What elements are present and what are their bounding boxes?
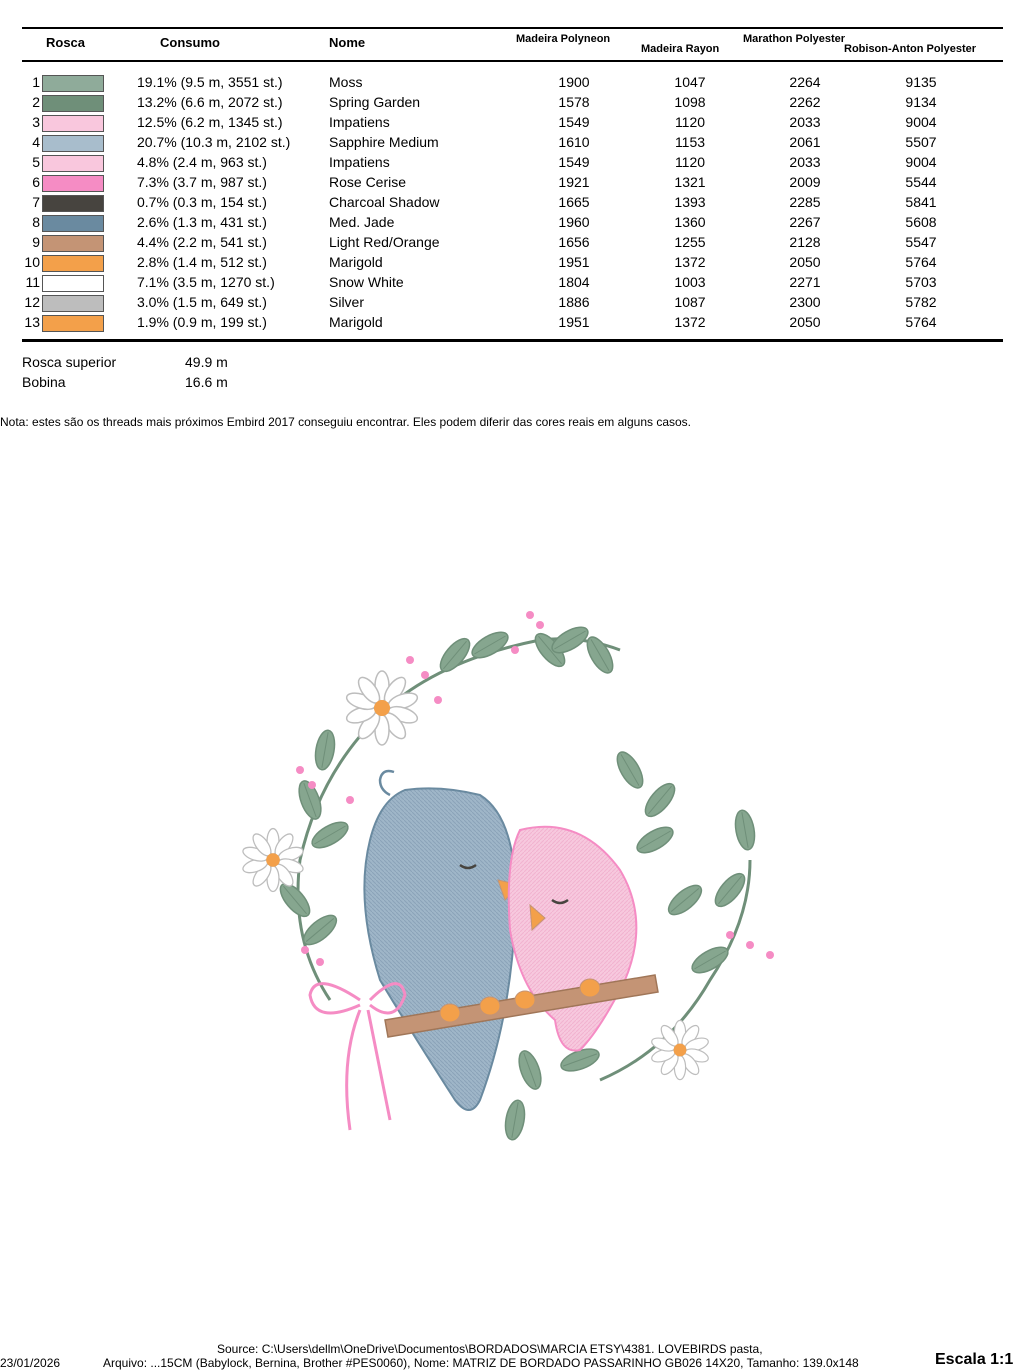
rosca-number: 2 xyxy=(32,94,40,110)
robison-cell: 9135 xyxy=(905,74,937,90)
table-row xyxy=(0,292,1024,312)
madeira-rayon-cell: 1372 xyxy=(674,254,706,270)
consumo-cell: 2.6% (1.3 m, 431 st.) xyxy=(137,214,267,230)
madeira-rayon-cell: 1003 xyxy=(674,274,706,290)
total-top-label: Rosca superior xyxy=(22,354,117,370)
header-consumo: Consumo xyxy=(160,35,220,50)
marathon-cell: 2271 xyxy=(789,274,821,290)
robison-cell: 5703 xyxy=(905,274,937,290)
marathon-cell: 2285 xyxy=(789,194,821,210)
table-row xyxy=(0,152,1024,172)
header-marathon: Marathon Polyester xyxy=(743,33,846,45)
consumo-cell: 7.1% (3.5 m, 1270 st.) xyxy=(137,274,275,290)
header-nome: Nome xyxy=(329,35,366,50)
thread-name-cell: Snow White xyxy=(329,274,404,290)
madeira-rayon-cell: 1120 xyxy=(674,114,706,130)
pink-bird xyxy=(509,827,637,1051)
consumo-cell: 20.7% (10.3 m, 2102 st.) xyxy=(137,134,291,150)
robison-cell: 5547 xyxy=(905,234,937,250)
color-swatch xyxy=(42,215,104,232)
rosca-number: 10 xyxy=(24,254,40,270)
madeira-polyneon-cell: 1886 xyxy=(558,294,590,310)
marathon-cell: 2267 xyxy=(789,214,821,230)
marathon-cell: 2061 xyxy=(789,134,821,150)
color-swatch xyxy=(42,275,104,292)
thread-name-cell: Marigold xyxy=(329,314,383,330)
rosca-number: 8 xyxy=(32,214,40,230)
color-swatch xyxy=(42,255,104,272)
rosca-number: 5 xyxy=(32,154,40,170)
marathon-cell: 2262 xyxy=(789,94,821,110)
marathon-cell: 2264 xyxy=(789,74,821,90)
table-row xyxy=(0,252,1024,272)
header-madeira-rayon: Madeira Rayon xyxy=(641,43,720,55)
header-rosca: Rosca xyxy=(46,35,86,50)
madeira-rayon-cell: 1047 xyxy=(674,74,706,90)
daisy-top xyxy=(345,671,420,745)
rosca-number: 7 xyxy=(32,194,40,210)
thread-name-cell: Light Red/Orange xyxy=(329,234,440,250)
thread-name-cell: Med. Jade xyxy=(329,214,395,230)
table-row xyxy=(0,192,1024,212)
madeira-polyneon-cell: 1656 xyxy=(558,234,590,250)
madeira-polyneon-cell: 1804 xyxy=(558,274,590,290)
madeira-polyneon-cell: 1951 xyxy=(558,314,590,330)
thread-note: Nota: estes são os threads mais próximos Embird 2017 conseguiu encontrar. Eles podem diferir das cores reais em alguns casos. xyxy=(0,415,692,429)
madeira-polyneon-cell: 1665 xyxy=(558,194,590,210)
consumo-cell: 19.1% (9.5 m, 3551 st.) xyxy=(137,74,283,90)
table-row xyxy=(0,92,1024,112)
robison-cell: 9004 xyxy=(905,154,937,170)
rosca-number: 11 xyxy=(25,274,40,290)
madeira-rayon-cell: 1120 xyxy=(674,154,706,170)
madeira-polyneon-cell: 1610 xyxy=(558,134,590,150)
thread-name-cell: Moss xyxy=(329,74,363,90)
thread-name-cell: Rose Cerise xyxy=(329,174,407,190)
marathon-cell: 2128 xyxy=(789,234,821,250)
blue-bird xyxy=(364,771,520,1110)
consumo-cell: 3.0% (1.5 m, 649 st.) xyxy=(137,294,267,310)
total-bobbin-label: Bobina xyxy=(22,374,66,390)
madeira-polyneon-cell: 1951 xyxy=(558,254,590,270)
table-bottom-rule xyxy=(22,339,1003,342)
thread-name-cell: Impatiens xyxy=(329,154,390,170)
table-row xyxy=(0,72,1024,92)
consumo-cell: 12.5% (6.2 m, 1345 st.) xyxy=(137,114,283,130)
header-madeira-polyneon: Madeira Polyneon xyxy=(516,33,611,45)
thread-name-cell: Marigold xyxy=(329,254,383,270)
robison-cell: 5507 xyxy=(905,134,937,150)
robison-cell: 5764 xyxy=(905,314,937,330)
rosca-number: 13 xyxy=(24,314,40,330)
consumo-cell: 7.3% (3.7 m, 987 st.) xyxy=(137,174,267,190)
robison-cell: 5544 xyxy=(905,174,937,190)
daisy-right xyxy=(650,1020,710,1079)
madeira-polyneon-cell: 1549 xyxy=(558,154,590,170)
madeira-polyneon-cell: 1960 xyxy=(558,214,590,230)
total-top-value: 49.9 m xyxy=(185,354,228,370)
marathon-cell: 2050 xyxy=(789,254,821,270)
marathon-cell: 2050 xyxy=(789,314,821,330)
consumo-cell: 1.9% (0.9 m, 199 st.) xyxy=(137,314,267,330)
thread-name-cell: Sapphire Medium xyxy=(329,134,439,150)
header-robison: Robison-Anton Polyester xyxy=(844,43,977,55)
marathon-cell: 2033 xyxy=(789,154,821,170)
color-swatch xyxy=(42,315,104,332)
table-row xyxy=(0,272,1024,292)
table-row xyxy=(0,232,1024,252)
rosca-number: 1 xyxy=(32,74,40,90)
consumo-cell: 0.7% (0.3 m, 154 st.) xyxy=(137,194,267,210)
daisy-left xyxy=(241,829,304,892)
madeira-rayon-cell: 1321 xyxy=(674,174,706,190)
consumo-cell: 4.4% (2.2 m, 541 st.) xyxy=(137,234,267,250)
robison-cell: 5782 xyxy=(905,294,937,310)
robison-cell: 5608 xyxy=(905,214,937,230)
thread-name-cell: Silver xyxy=(329,294,365,310)
ribbon-bow xyxy=(310,984,405,1130)
table-row xyxy=(0,132,1024,152)
madeira-polyneon-cell: 1900 xyxy=(558,74,590,90)
madeira-rayon-cell: 1153 xyxy=(674,134,706,150)
table-row xyxy=(0,312,1024,332)
embroidery-preview xyxy=(240,600,800,1180)
table-header-rule xyxy=(22,60,1003,62)
footer-date: 23/01/2026 xyxy=(0,1356,61,1370)
color-swatch xyxy=(42,295,104,312)
thread-name-cell: Charcoal Shadow xyxy=(329,194,440,210)
thread-name-cell: Spring Garden xyxy=(329,94,421,110)
rosca-number: 6 xyxy=(32,174,40,190)
table-row xyxy=(0,212,1024,232)
robison-cell: 9004 xyxy=(905,114,937,130)
madeira-rayon-cell: 1372 xyxy=(674,314,706,330)
consumo-cell: 13.2% (6.6 m, 2072 st.) xyxy=(137,94,283,110)
madeira-rayon-cell: 1098 xyxy=(674,94,706,110)
table-row xyxy=(0,112,1024,132)
footer-scale: Escala 1:1 xyxy=(935,1351,1014,1368)
robison-cell: 5841 xyxy=(905,194,937,210)
marathon-cell: 2033 xyxy=(789,114,821,130)
color-swatch xyxy=(42,175,104,192)
total-bobbin-value: 16.6 m xyxy=(185,374,228,390)
color-swatch xyxy=(42,155,104,172)
marathon-cell: 2300 xyxy=(789,294,821,310)
madeira-polyneon-cell: 1549 xyxy=(558,114,590,130)
robison-cell: 5764 xyxy=(905,254,937,270)
madeira-rayon-cell: 1360 xyxy=(674,214,706,230)
consumo-cell: 4.8% (2.4 m, 963 st.) xyxy=(137,154,267,170)
marathon-cell: 2009 xyxy=(789,174,821,190)
color-swatch xyxy=(42,95,104,112)
table-top-rule xyxy=(22,27,1003,29)
madeira-rayon-cell: 1087 xyxy=(674,294,706,310)
rosca-number: 12 xyxy=(24,294,40,310)
footer-source: Source: C:\Users\dellm\OneDrive\Documentos\BORDADOS\MARCIA ETSY\4381. LOVEBIRDS pasta, xyxy=(217,1342,763,1356)
madeira-rayon-cell: 1255 xyxy=(674,234,706,250)
table-row xyxy=(0,172,1024,192)
color-swatch xyxy=(42,75,104,92)
rosca-number: 9 xyxy=(32,234,40,250)
madeira-rayon-cell: 1393 xyxy=(674,194,706,210)
color-swatch xyxy=(42,135,104,152)
madeira-polyneon-cell: 1921 xyxy=(558,174,590,190)
color-swatch xyxy=(42,235,104,252)
footer-file: Arquivo: ...15CM (Babylock, Bernina, Brother #PES0060), Nome: MATRIZ DE BORDADO PASSARINHO GB026 14X20, Tamanho: 139.0x148 xyxy=(103,1356,859,1370)
rosca-number: 4 xyxy=(32,134,40,150)
color-swatch xyxy=(42,115,104,132)
thread-name-cell: Impatiens xyxy=(329,114,390,130)
robison-cell: 9134 xyxy=(905,94,937,110)
consumo-cell: 2.8% (1.4 m, 512 st.) xyxy=(137,254,267,270)
rosca-number: 3 xyxy=(32,114,40,130)
madeira-polyneon-cell: 1578 xyxy=(558,94,590,110)
color-swatch xyxy=(42,195,104,212)
